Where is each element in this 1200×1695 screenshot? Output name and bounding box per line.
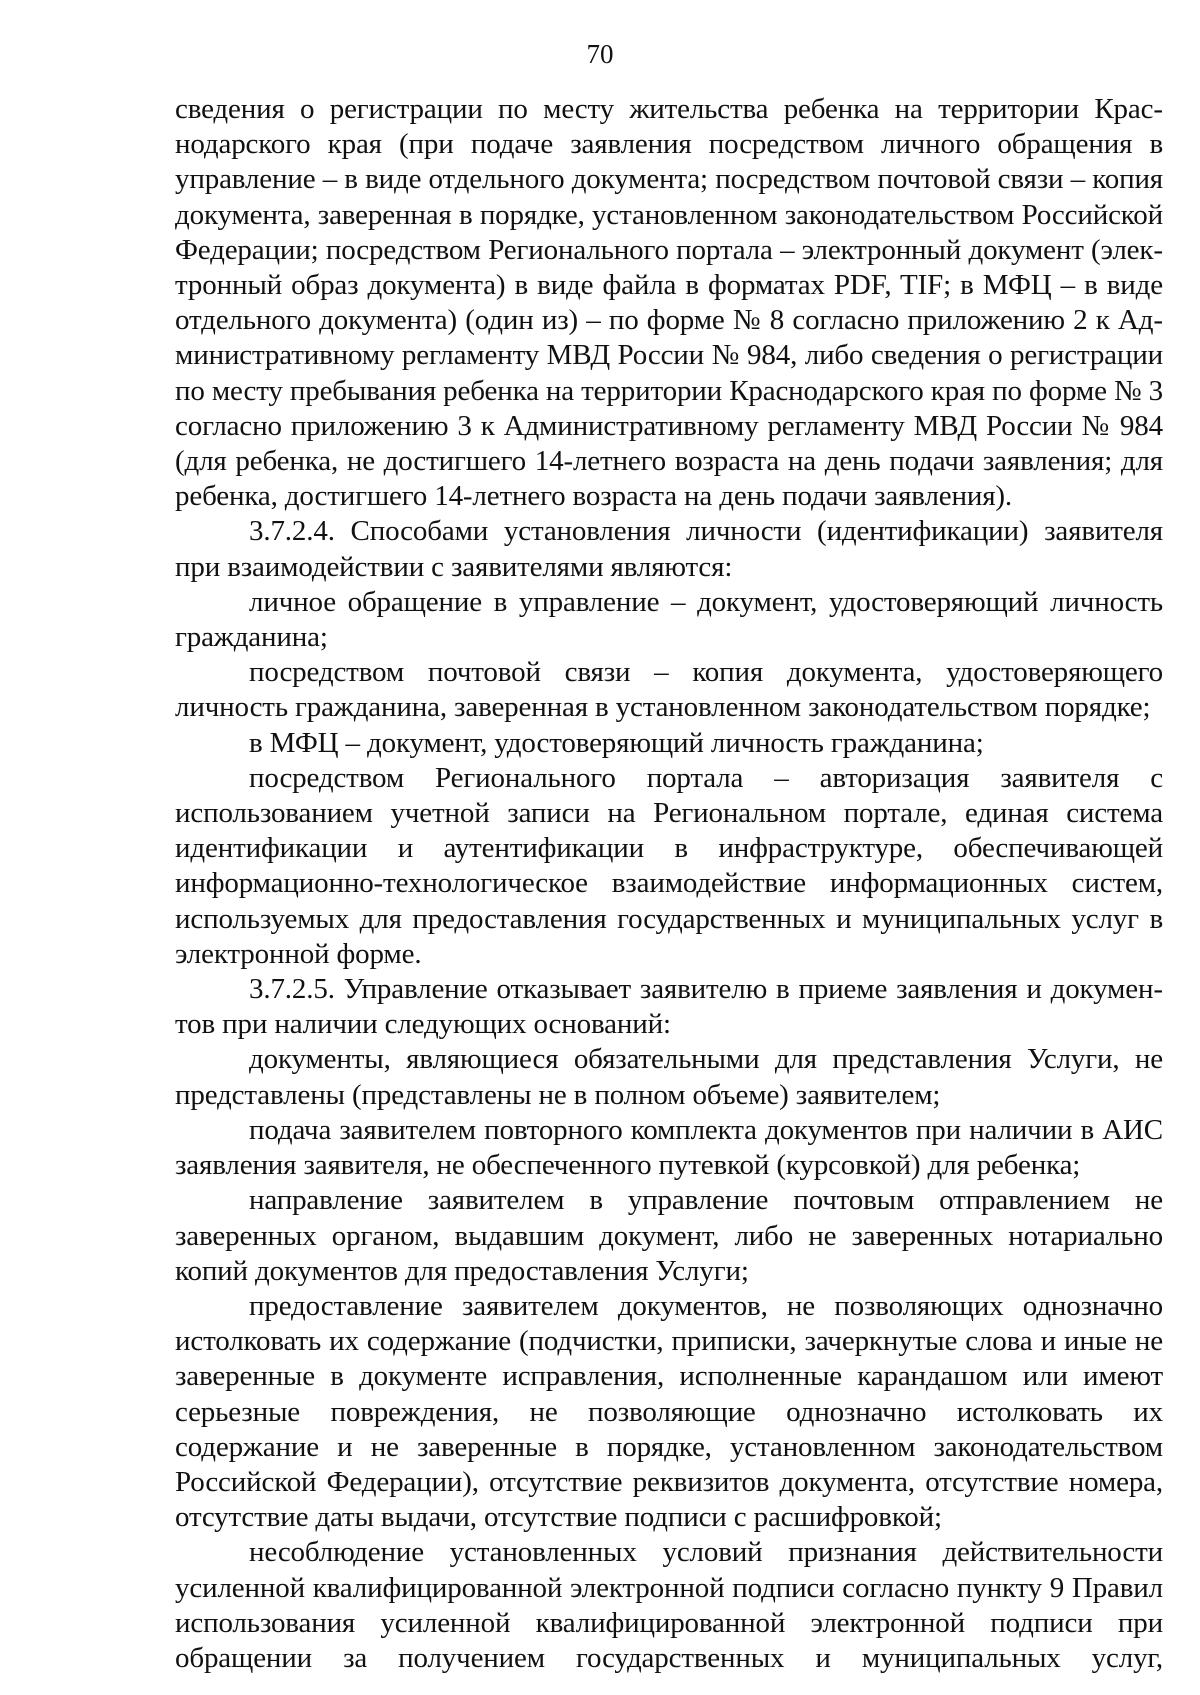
paragraph-regional-portal: посредством Регионального портала – авторизация заявителя с использованием учетной записи на Региональном портале, единая система идентификации и аутентификации в инфраструктуре, обеспечивающей информационно-технологическое взаимодействие информационных систем, используемых для предоставления государственных и муниципальных услуг в электронной форме.: [175, 761, 1163, 970]
page-number: 70: [586, 39, 614, 69]
paragraph-registration-info: сведения о регистрации по месту жительства ребенка на территории Краснодарского края (при подаче заявления посредством личного обращения в управление – в виде отдельного документа; посредством почтовой связи – копия документа, заверенная в порядке, установленном законодательством Российской Федерации; посредством Регионального портала – электронный документ (электронный образ документа) в виде файла в форматах PDF, TIF; в МФЦ – в виде отдельного документа) (один из) – по форме № 8 согласно приложению 2 к Административному регламенту МВД России № 984, либо сведения о регистрации по месту пребывания ребенка на территории Краснодарского края по форме № 3 согласно приложению 3 к Административному регламенту МВД России № 984 (для ребенка, не достигшего 14-летнего возраста на день подачи заявления; для ребенка, достигшего 14-летнего возраста на день подачи заявления).: [175, 93, 1163, 513]
paragraph-uncertified-copies: направление заявителем в управление почтовым отправлением не заверенных органом, выдавшим документ, либо не заверенных нотариально копий документов для предоставления Услуги;: [175, 1184, 1163, 1287]
paragraph-personal-visit: личное обращение в управление – документ, удостоверяющий личность гражданина;: [175, 585, 1163, 654]
paragraph-3-7-2-5: 3.7.2.5. Управление отказывает заявителю в приеме заявления и документов при наличии следующих оснований:: [175, 973, 1163, 1041]
paragraph-electronic-signature: несоблюдение установленных условий признания действительности усиленной квалифицированной электронной подписи согласно пункту 9 Правил использования усиленной квалифицированной электронной подписи при обращении за получением государственных и муниципальных услуг,: [175, 1536, 1163, 1674]
paragraph-mfc: в МФЦ – документ, удостоверяющий личность гражданина;: [249, 726, 984, 759]
paragraph-repeat-submission: подача заявителем повторного комплекта документов при наличии в АИС заявления заявителя, не обеспеченного путевкой (курсовкой) для ребенка;: [175, 1113, 1163, 1182]
document-body: [175, 92, 1163, 1676]
paragraph-ambiguous-documents: предоставление заявителем документов, не позволяющих однозначно истолковать их содержание (подчистки, приписки, зачеркнутые слова и иные не заверенные в документе исправления, исполненные карандашом или имеют серьезные повреждения, не позволяющие однозначно истолковать их содержание и не заверенные в порядке, установленном законодательством Российской Федерации), отсутствие реквизитов документа, отсутствие номера, отсутствие даты выдачи, отсутствие подписи с расшифровкой;: [175, 1289, 1163, 1534]
paragraph-3-7-2-4: 3.7.2.4. Способами установления личности (идентификации) заявителя при взаимодействии с заявителями являются:: [175, 515, 1163, 583]
paragraph-documents-missing: документы, являющиеся обязательными для представления Услуги, не представлены (представлены не в полном объеме) заявителем;: [175, 1043, 1163, 1111]
paragraph-postal-service: посредством почтовой связи – копия документа, удостоверяющего личность гражданина, заверенная в установленном законодательством порядке;: [175, 656, 1163, 724]
